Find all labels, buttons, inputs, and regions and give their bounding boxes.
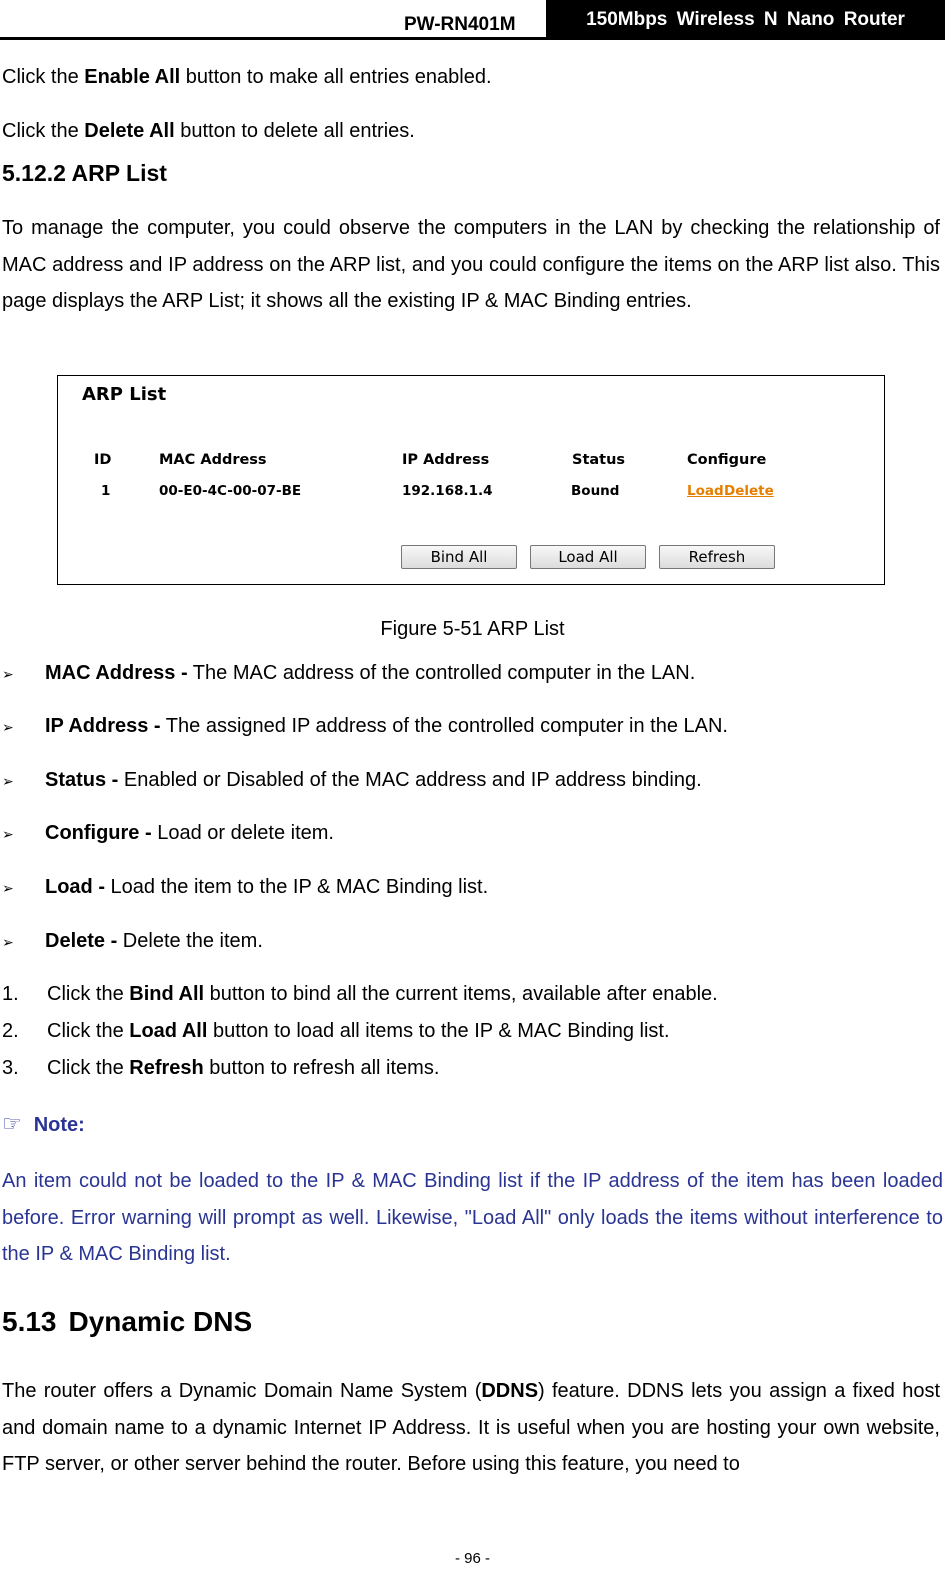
load-all-button[interactable]: Load All [530,545,646,569]
ddns-paragraph: The router offers a Dynamic Domain Name System (DDNS) feature. DDNS lets you assign a fixed host and domain name to a dynamic Internet IP Address. It is useful when you are hosting your own website, FTP server, or other server behind the router. Before using this feature, you need to [2,1380,940,1475]
column-id: ID [94,452,112,468]
column-ip-address: IP Address [402,452,490,468]
arrow-bullet-icon: ➢ [2,880,14,896]
heading-dynamic-dns: 5.13 Dynamic DNS [2,1306,253,1337]
page-number: - 96 - [454,1550,490,1567]
row-id: 1 [101,483,111,499]
figure-caption: Figure 5-51 ARP List [380,618,565,640]
arp-intro-paragraph: To manage the computer, you could observe the computers in the LAN by checking the relationship of MAC address and IP address on the ARP list, and you could configure the items on the ARP list also. This page displays the ARP List; it shows all the existing IP & MAC Binding entries. [2,217,940,312]
header-rule [0,37,945,40]
bind-all-button[interactable]: Bind All [401,545,517,569]
arp-list-figure [57,375,885,585]
note-text: An item could not be loaded to the IP & MAC Binding list if the IP address of the item has been loaded before. Error warning will prompt as well. Likewise, "Load All" only loads the items without interference to the IP & MAC Binding list. [2,1170,943,1265]
arrow-bullet-icon: ➢ [2,773,14,789]
intro-line-delete-all: Click the Delete All button to delete all entries. [2,120,415,142]
section-heading: 5.12.2 ARP List [2,160,167,186]
column-status: Status [572,452,626,468]
page-header [0,0,945,40]
arrow-bullet-icon: ➢ [2,934,14,950]
pointing-hand-icon: ☞ [2,1111,22,1136]
column-configure: Configure [687,452,767,468]
delete-link[interactable]: Delete [724,483,774,499]
header-product: 150Mbps Wireless N Nano Router [546,0,945,40]
row-ip: 192.168.1.4 [402,483,493,499]
arrow-bullet-icon: ➢ [2,666,14,682]
arrow-bullet-icon: ➢ [2,826,14,842]
load-link[interactable]: Load [687,483,724,499]
intro-line-enable-all: Click the Enable All button to make all entries enabled. [2,66,492,88]
column-mac-address: MAC Address [159,452,267,468]
figure-title: ARP List [82,384,167,405]
arrow-bullet-icon: ➢ [2,719,14,735]
row-mac: 00-E0-4C-00-07-BE [159,483,302,499]
note-label: ☞ Note: [2,1111,85,1136]
refresh-button[interactable]: Refresh [659,545,775,569]
row-status: Bound [571,483,620,499]
header-model: PW-RN401M [404,14,516,35]
